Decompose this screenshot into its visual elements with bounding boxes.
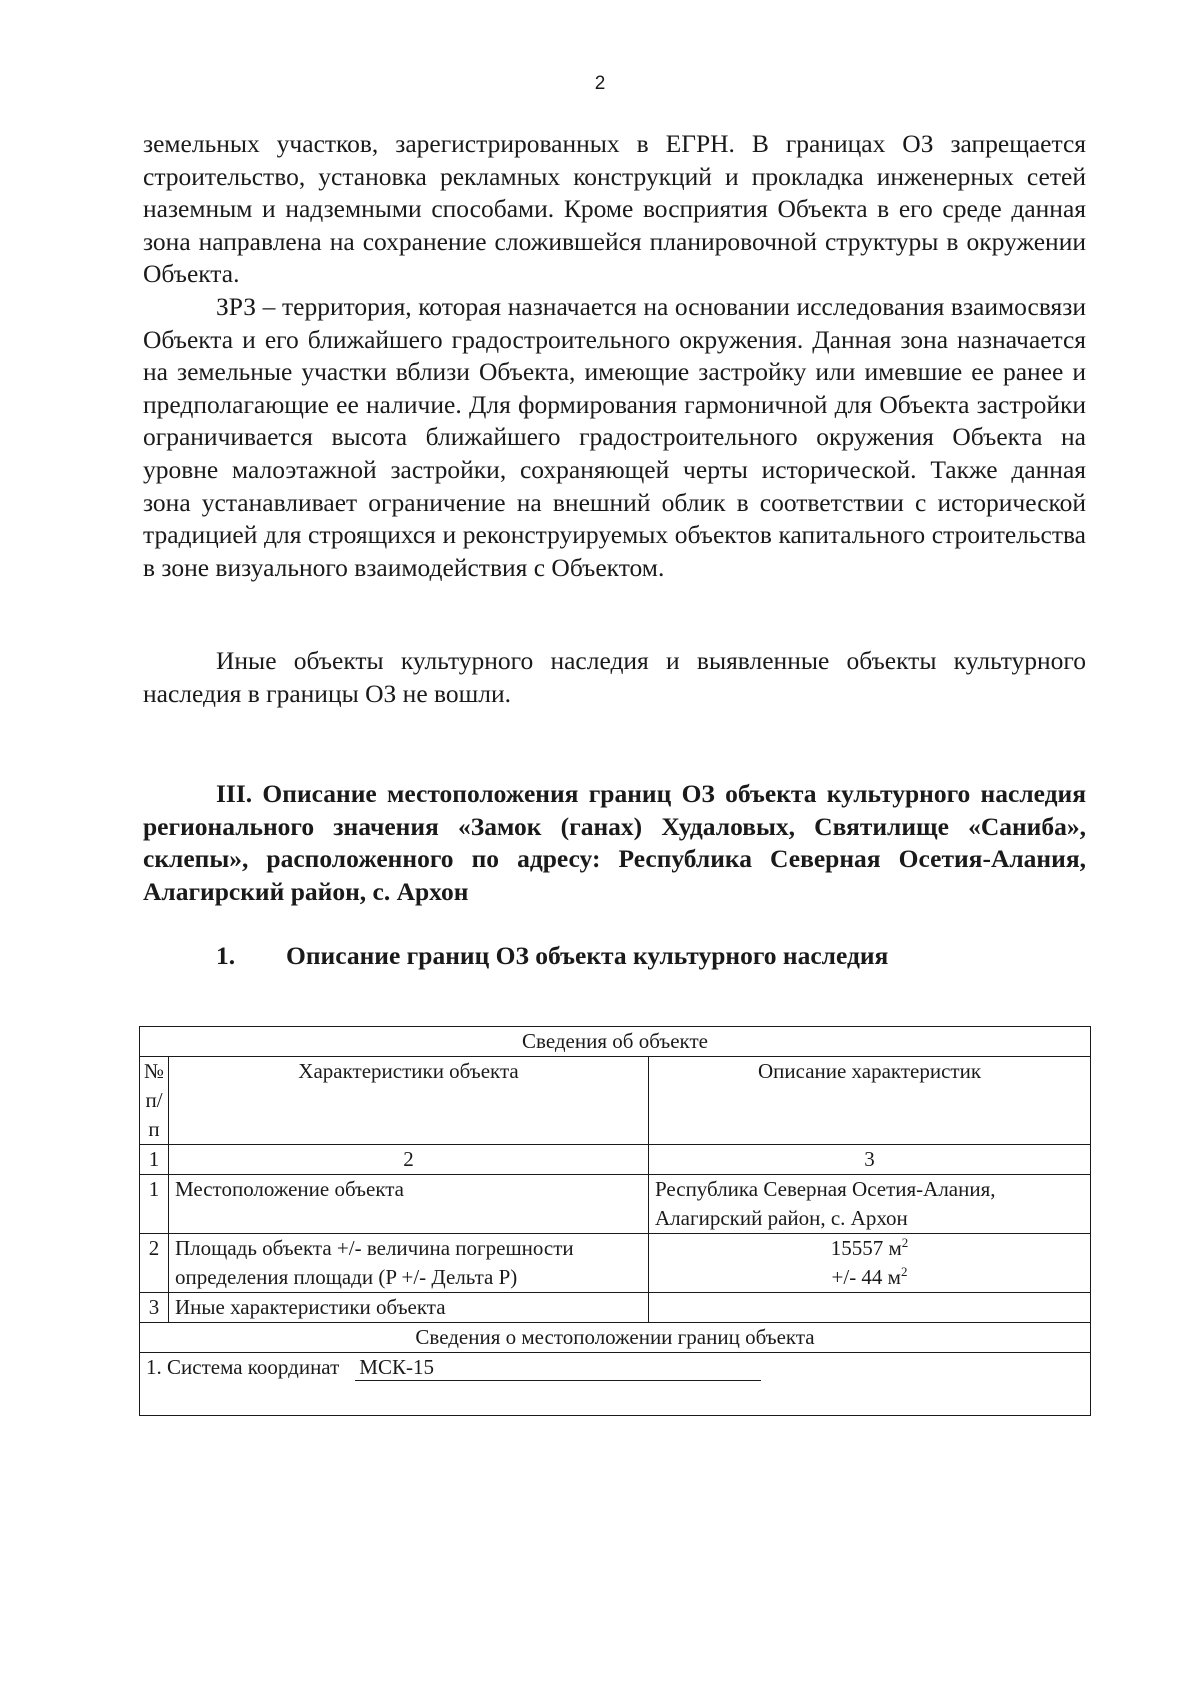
- coordinate-system-row: [140, 1353, 1091, 1416]
- row-description: [649, 1293, 1091, 1323]
- col-number-2: 2: [169, 1145, 649, 1175]
- characteristic-line: Площадь объекта +/- величина погрешности: [175, 1236, 574, 1260]
- column-number-row: [140, 1145, 1091, 1175]
- subsection-number: 1.: [216, 941, 236, 970]
- subsection-heading: [216, 940, 888, 972]
- description-line: Республика Северная Осетия-Алания,: [655, 1177, 996, 1201]
- row-characteristic: Местоположение объекта: [169, 1175, 649, 1234]
- table-title-row: [140, 1027, 1091, 1057]
- header-num: № п/п: [140, 1057, 169, 1145]
- location-title-row: [140, 1323, 1091, 1353]
- subsection-title: Описание границ ОЗ объекта культурного наследия: [286, 941, 889, 970]
- area-error: +/- 44 $м^2$: [831, 1264, 908, 1289]
- section-heading: III. Описание местоположения границ ОЗ объекта культурного наследия регионального значения «Замок (ганах) Худаловых, Святилище «Саниба», склепы», расположенного по адресу: Республика Северная Осетия-Алания, Алагирский район, с. Архон: [143, 779, 1086, 906]
- area-value: 15557 $м^2$: [830, 1235, 909, 1260]
- paragraph-zrz: ЗРЗ – территория, которая назначается на основании исследования взаимосвязи Объекта и его ближайшего градостроительного окружения. Данная зона назначается на земельные участки вблизи Объекта, имеющие застройку или имевшие ее ранее и предполагающие ее наличие. Для формирования гармоничной для Объекта застройки ограничивается высота ближайшего градостроительного окружения Объекта на уровне малоэтажной застройки, сохраняющей черты исторической. Также данная зона устанавливает ограничение на внешний облик в соответствии с исторической традицией для строящихся и реконструируемых объектов капитального строительства в зоне визуального взаимодействия с Объектом.: [143, 291, 1086, 582]
- row-characteristic: Иные характеристики объекта: [169, 1293, 649, 1323]
- header-description: Описание характеристик: [649, 1057, 1091, 1145]
- col-number-1: 1: [140, 1145, 169, 1175]
- body-text-block: [143, 128, 1086, 584]
- location-title: Сведения о местоположении границ объекта: [140, 1323, 1091, 1353]
- object-info-table: [139, 1026, 1091, 1416]
- paragraph-egrn-continuation: земельных участков, зарегистрированных в ЕГРН. В границах ОЗ запрещается строительство, установка рекламных конструкций и прокладка инженерных сетей наземным и надземными способами. Кроме восприятия Объекта в его среде данная зона направлена на сохранение сложившейся планировочной структуры в окружении Объекта.: [143, 129, 1086, 289]
- table-title: Сведения об объекте: [140, 1027, 1091, 1057]
- coordinate-system-label: 1. Система координат: [146, 1355, 340, 1379]
- col-number-3: 3: [649, 1145, 1091, 1175]
- row-num: 3: [140, 1293, 169, 1323]
- description-line: Алагирский район, с. Архон: [655, 1206, 908, 1230]
- table-row: [140, 1234, 1091, 1293]
- body-text-block-other: [143, 645, 1086, 710]
- header-characteristic: Характеристики объекта: [169, 1057, 649, 1145]
- row-description: [649, 1175, 1091, 1234]
- page-number: 2: [594, 73, 606, 94]
- paragraph-other-objects: Иные объекты культурного наследия и выявленные объекты культурного наследия в границы ОЗ не вошли.: [143, 646, 1086, 708]
- row-description: [649, 1234, 1091, 1293]
- table-row: [140, 1175, 1091, 1234]
- row-num: 2: [140, 1234, 169, 1293]
- table-row: [140, 1293, 1091, 1323]
- table-header-row: [140, 1057, 1091, 1145]
- coordinate-system-cell: [140, 1353, 1091, 1416]
- row-num: 1: [140, 1175, 169, 1234]
- coordinate-system-value: МСК-15: [355, 1354, 761, 1381]
- row-characteristic: [169, 1234, 649, 1293]
- characteristic-line: определения площади (P +/- Дельта P): [175, 1265, 518, 1289]
